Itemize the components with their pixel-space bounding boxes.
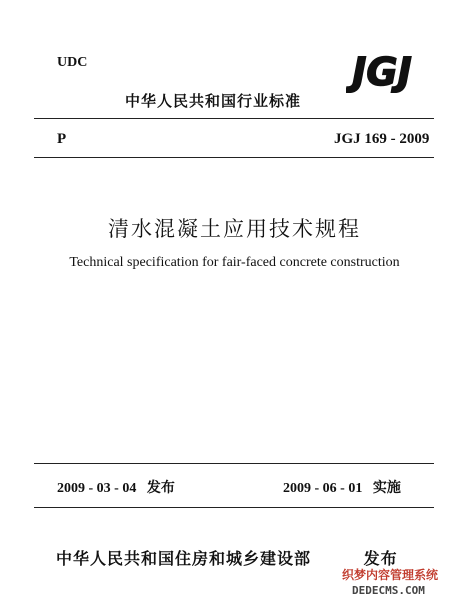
divider — [34, 157, 434, 158]
classification-code: P — [57, 131, 67, 147]
publisher: 中华人民共和国住房和城乡建设部 发布 — [56, 549, 398, 568]
divider — [34, 463, 434, 464]
watermark-line1: 织梦内容管理系统 — [342, 568, 439, 582]
divider — [34, 507, 434, 508]
title-chinese: 清水混凝土应用技术规程 — [108, 217, 361, 241]
jgj-logo — [346, 49, 418, 93]
divider — [34, 118, 434, 119]
jgj-logo-text: JGJ — [352, 50, 412, 93]
publish-date: 2009 - 03 - 04 发布 — [57, 481, 175, 496]
title-english: Technical specification for fair-faced concrete construction — [69, 255, 400, 270]
standard-category: 中华人民共和国行业标准 — [125, 92, 302, 110]
watermark-line2: DEDECMS.COM — [352, 584, 425, 597]
udc-label: UDC — [57, 55, 88, 70]
implement-date: 2009 - 06 - 01 实施 — [283, 481, 401, 496]
standard-number: JGJ 169 - 2009 — [334, 131, 430, 147]
